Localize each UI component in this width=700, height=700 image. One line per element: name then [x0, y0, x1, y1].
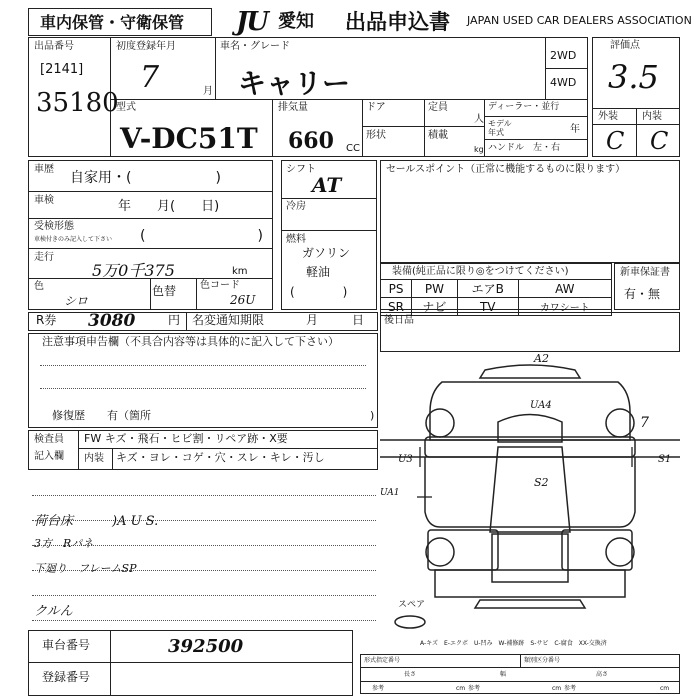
door-label: ドア [366, 102, 386, 113]
mileage-label: 走行 [34, 252, 54, 263]
fuel-gas: ガソリン [302, 246, 351, 260]
sales-point-label: セールスポイント（正常に機能するものに限ります） [386, 164, 626, 175]
shift-value: AT [312, 173, 342, 197]
note-line4: クルん [34, 604, 73, 619]
load-label: 積載 [428, 130, 448, 141]
reg-label: 登録番号 [42, 670, 91, 684]
equip-pw: PW [412, 280, 458, 298]
ext-label: 外装 [598, 111, 618, 122]
mileage-value: 5万0千375 [92, 261, 175, 280]
after-label: 後日品 [384, 315, 414, 326]
dealer-label: ディーラー・並行 [488, 102, 560, 112]
inspection-label: 車検 [34, 195, 54, 206]
warranty-label: 新車保証書 [620, 267, 670, 278]
form-number-label: 形式指定番号 [364, 657, 401, 664]
ext-value: C [606, 127, 625, 155]
fuel-diesel: 軽油 [306, 265, 331, 279]
kg-unit: kg [474, 145, 484, 154]
mark-center: S2 [534, 476, 549, 489]
equip-sr: SR [381, 298, 412, 316]
cm-unit-2: cm [552, 685, 562, 692]
receive-paren: ( ) [140, 228, 263, 244]
person-unit: 人 [474, 114, 484, 125]
eval-value: 3.5 [608, 58, 659, 96]
displacement-value: 660 [288, 128, 334, 154]
color-code-label: 色コード [200, 280, 240, 291]
model-label: 型式 [116, 102, 136, 113]
assoc-name: JAPAN USED CAR DEALERS ASSOCIATION [467, 14, 692, 27]
notes-label: 注意事項申告欄（不具合内容等は具体的に記入して下さい） [42, 335, 339, 348]
mark-front: UA4 [530, 400, 552, 411]
inspector-label1: 検査員 [34, 434, 64, 445]
equipment-label: 装備(純正品に限り◎をつけてください) [392, 266, 569, 277]
chassis-label: 車台番号 [42, 638, 91, 652]
mark-right: S1 [658, 454, 672, 465]
model-year-label: モデル 年式 [488, 119, 512, 137]
chassis-value: 392500 [168, 636, 244, 657]
usage-value: 自家用・( ) [70, 170, 221, 186]
spare-label: スペア [398, 600, 426, 610]
r-value: 3080 [88, 311, 136, 331]
cm-unit-1: cm [456, 685, 466, 692]
month-unit: 月 [203, 86, 213, 97]
ac-label: 冷房 [286, 201, 306, 212]
change-day: 日 [352, 313, 365, 327]
repair-close: ) [370, 409, 375, 422]
inspection-value: 年 月( 日) [118, 199, 220, 214]
equip-ps: PS [381, 280, 412, 298]
cm-unit-3: cm [660, 685, 670, 692]
r-label: R券 [36, 313, 57, 327]
lot-number: 35180 [36, 88, 119, 118]
usage-label: 車歴 [34, 164, 54, 175]
fuel-paren: ( ) [290, 285, 348, 299]
inspector-label2: 記入欄 [34, 451, 64, 462]
displacement-label: 排気量 [278, 102, 308, 113]
after-box [380, 312, 680, 352]
damage-legend: A-キズ E-エクボ U-凹み W-補修跡 S-サビ C-腐食 XX-交換済 [420, 640, 607, 647]
color-value: シロ [64, 294, 89, 308]
eval-label: 評価点 [610, 40, 640, 51]
car-diagram [380, 352, 680, 637]
drive-2wd: 2WD [550, 49, 577, 62]
equip-aw: AW [518, 280, 611, 298]
repair-label: 修復歴 有（箇所 [52, 409, 151, 422]
name-value: キャリー [238, 67, 351, 100]
lot-label: 出品番号 [34, 41, 74, 52]
handle-label: ハンドル 左・右 [488, 143, 561, 153]
note-line1: 荷台床 )A U S. [34, 514, 159, 529]
int-inspect-text: キズ・ヨレ・コゲ・穴・スレ・キレ・汚し [116, 451, 325, 464]
ref-label-3: 参考 [564, 685, 577, 692]
yen-unit: 円 [168, 313, 181, 327]
equip-navi: ナビ [412, 298, 458, 316]
mark-top: A2 [534, 352, 549, 365]
equip-tv: TV [457, 298, 518, 316]
recolor-label: 色替 [152, 284, 177, 298]
equip-leather: カワシート [518, 298, 611, 316]
year-unit: 年 [570, 124, 580, 135]
height-label: 高さ [596, 671, 609, 678]
warranty-value: 有・無 [624, 287, 661, 301]
km-unit: km [232, 266, 248, 277]
equip-airbag: エアB [457, 280, 518, 298]
first-reg-value: 7 [140, 60, 160, 95]
class-number-label: 類別区分番号 [524, 657, 561, 664]
first-reg-label: 初度登録年月 [116, 41, 176, 52]
ref-label-2: 参考 [468, 685, 481, 692]
change-label: 名変通知期限 [192, 313, 265, 327]
equipment-table [380, 279, 612, 316]
int-inspect-label: 内装 [84, 453, 104, 464]
drive-4wd: 4WD [550, 76, 577, 89]
sales-point-box [380, 160, 680, 263]
lot-code: [2141] [40, 62, 84, 77]
int-label: 内装 [642, 111, 662, 122]
form-title: 出品申込書 [345, 10, 450, 34]
mark-side: UA1 [380, 488, 400, 498]
int-value: C [650, 127, 669, 155]
storage-note: 車内保管・守衛保管 [40, 13, 185, 32]
width-label: 幅 [500, 671, 507, 678]
receive-label: 受検形態 [34, 221, 74, 232]
cc-unit: CC [346, 143, 360, 154]
length-label: 長さ [404, 671, 417, 678]
ref-label-1: 参考 [372, 685, 385, 692]
color-label: 色 [34, 281, 44, 292]
receive-note: 車検付きのみ記入して下さい [34, 236, 113, 243]
fuel-label: 燃料 [286, 234, 306, 245]
note-line2: 3方 Rパネ [34, 537, 94, 550]
model-value: V-DC51T [120, 122, 258, 155]
mark-right-front: 7 [640, 415, 649, 431]
color-code-value: 26U [230, 293, 256, 307]
note-line3: 下廻り フレームSP [34, 562, 137, 575]
org-name: 愛知 [278, 11, 314, 32]
shift-label: シフト [286, 164, 316, 175]
ju-logo: JU [236, 7, 267, 37]
capacity-label: 定員 [428, 102, 448, 113]
change-month: 月 [306, 313, 319, 327]
name-label: 車名・グレード [220, 41, 290, 52]
shape-label: 形状 [366, 130, 386, 141]
mark-left: U3 [398, 454, 413, 465]
fw-text: FW キズ・飛石・ヒビ割・リペア跡・X要 [84, 432, 288, 445]
